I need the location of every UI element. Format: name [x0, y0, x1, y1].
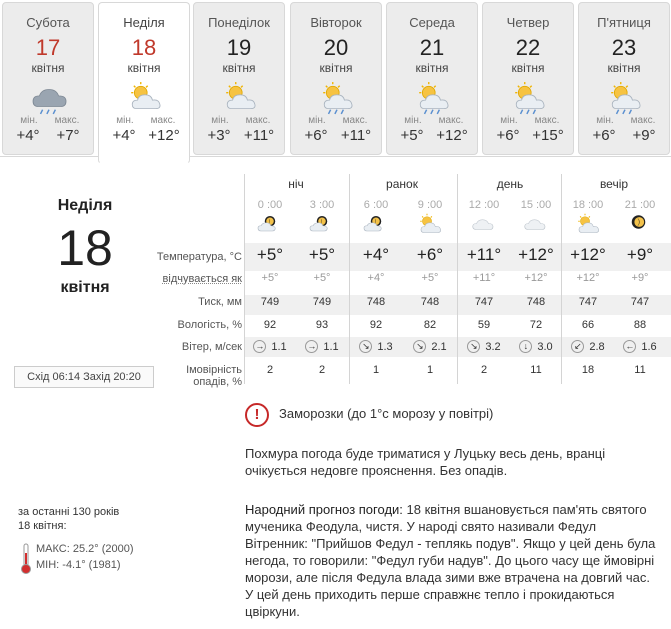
tab-weather-icon	[413, 81, 453, 113]
tab-day-number: 18	[131, 35, 157, 60]
feels-value: +11°	[472, 272, 496, 284]
tab-max-temp: +11°	[243, 127, 275, 144]
day-tab-22[interactable]	[482, 2, 574, 155]
wind-speed: 2.1	[431, 340, 447, 353]
wind-speed: 1.3	[377, 340, 393, 353]
humidity-value: 59	[477, 319, 491, 331]
feels-value: +5°	[313, 272, 331, 284]
tab-max-label: макс.	[438, 115, 464, 126]
day-tab-19[interactable]	[193, 2, 285, 155]
sun-cloud-rain-icon	[317, 81, 357, 115]
tab-max-temp: +12°	[436, 127, 468, 144]
wind-value	[458, 340, 510, 353]
humidity-value: 93	[315, 319, 329, 331]
tab-min-label: мін.	[20, 115, 38, 126]
sunset-label: Захід	[83, 371, 111, 383]
thermometer-icon	[20, 543, 32, 575]
humidity-value: 66	[581, 319, 595, 331]
selected-day	[0, 197, 170, 297]
sunrise-time: 06:14	[52, 371, 81, 383]
wind-speed: 2.8	[589, 340, 605, 353]
tab-month: квітня	[607, 61, 641, 75]
temp-value: +12°	[518, 245, 554, 264]
sunset-time: 20:20	[113, 371, 141, 383]
wind-value	[296, 340, 348, 353]
wind-direction-icon: ←	[625, 341, 635, 351]
row-label-precip_1: Імовірність	[186, 364, 242, 376]
pressure-value: 749	[312, 296, 332, 308]
wind-direction-icon: ↓	[519, 340, 532, 353]
tab-weather-icon	[29, 81, 69, 113]
tab-month: квітня	[511, 61, 545, 75]
wind-value	[350, 340, 402, 353]
feels-value: +5°	[421, 272, 439, 284]
folk-forecast-text: 18 квітня вшановується пам'ять святого мученика Феодула, чистя. У народі свято називали Федул Вітренник: "Прийшов Федул - теплякь подув". Якщо у цей день була негода, то говорили: "Федул губи надув". До цього часу ще ймовірні морози, але після Федула влада зими вже втрачена на довгий час. У цей день приходить перше справжнє тепло і прокидаються цвіркуни.	[245, 502, 656, 619]
precip-value: 2	[318, 364, 326, 376]
precip-value: 1	[372, 364, 380, 376]
precip-value: 11	[530, 364, 542, 376]
selected-weekday: Неділя	[57, 197, 113, 214]
hour-weather	[361, 213, 391, 235]
day-detail-panel	[0, 156, 671, 629]
sunrise-label: Схід	[27, 371, 50, 383]
feels-value: +9°	[631, 272, 649, 284]
hour-label: 21 :00	[624, 199, 656, 211]
tab-min-temp: +6°	[304, 127, 328, 144]
pressure-value: 747	[474, 296, 494, 308]
day-tab-23[interactable]	[578, 2, 670, 155]
sun-cloud-icon	[220, 81, 260, 115]
temp-value: +9°	[626, 245, 654, 264]
wind-speed: 1.1	[323, 340, 339, 353]
period-0: ніч	[288, 177, 304, 191]
feels-value: +12°	[576, 272, 600, 284]
folk-forecast	[245, 501, 660, 620]
tab-weather-icon	[509, 81, 549, 113]
tab-day-number: 22	[515, 35, 541, 60]
day-tab-17[interactable]	[2, 2, 94, 155]
tab-max-label: макс.	[54, 115, 80, 126]
tab-day-number: 20	[323, 35, 349, 60]
tab-min-temp: +4°	[16, 127, 40, 144]
sun-cloud-rain-icon	[605, 81, 645, 115]
tab-max-label: макс.	[342, 115, 368, 126]
hour-label: 0 :00	[257, 199, 283, 211]
feels-value: +5°	[261, 272, 279, 284]
temp-value: +6°	[416, 245, 444, 264]
pressure-value: 747	[630, 296, 650, 308]
tab-weekday: П'ятниця	[597, 15, 651, 30]
history-records	[18, 505, 168, 571]
row-label-wind: Вітер, м/сек	[181, 341, 242, 353]
tab-month: квітня	[319, 61, 353, 75]
wind-value	[404, 340, 456, 353]
tab-weather-icon	[220, 81, 260, 113]
sun-cloud-rain-icon	[509, 81, 549, 115]
day-tabs	[0, 0, 671, 160]
humidity-value: 72	[529, 319, 543, 331]
tab-weekday: Вівторок	[310, 15, 362, 30]
tab-max-temp: +9°	[632, 127, 656, 144]
wind-direction-icon: →	[255, 341, 265, 351]
warning-icon: !	[245, 403, 269, 427]
history-date: 18 квітня:	[18, 520, 67, 532]
tab-month: квітня	[31, 61, 65, 75]
row-label-precip_2: опадів, %	[193, 376, 242, 388]
tab-min-temp: +5°	[400, 127, 424, 144]
weather-description: Похмура погода буде триматися у Луцьку весь день, вранці очікується недовге прояснення. Без опадів.	[245, 446, 606, 478]
history-min: МІН: -4.1° (1981)	[36, 559, 121, 571]
tab-month: квітня	[222, 61, 256, 75]
tab-month: квітня	[415, 61, 449, 75]
frost-warning: Заморозки (до 1°с морозу у повітрі)	[279, 406, 494, 421]
hour-weather	[415, 213, 445, 235]
tab-weather-icon	[605, 81, 645, 113]
tab-min-label: мін.	[596, 115, 614, 126]
wind-direction-icon: ↘	[413, 340, 426, 353]
temp-value: +5°	[256, 245, 284, 264]
row-label-humidity: Вологість, %	[177, 319, 242, 331]
tab-day-number: 23	[611, 35, 637, 60]
hour-weather	[521, 213, 551, 235]
humidity-value: 82	[423, 319, 437, 331]
tab-min-label: мін.	[116, 115, 134, 126]
pressure-value: 748	[366, 296, 386, 308]
period-1: ранок	[386, 177, 418, 191]
precip-value: 1	[426, 364, 434, 376]
sun-cloud-icon	[125, 81, 165, 115]
humidity-value: 92	[263, 319, 277, 331]
moon-cloud-icon	[255, 213, 285, 237]
tab-weather-icon	[317, 81, 357, 113]
tab-max-label: макс.	[245, 115, 271, 126]
pressure-value: 747	[578, 296, 598, 308]
hour-label: 6 :00	[363, 199, 389, 211]
precip-value: 11	[634, 364, 646, 376]
wind-direction-icon: ↘	[359, 340, 372, 353]
tab-day-number: 19	[226, 35, 252, 60]
tab-max-temp: +12°	[148, 127, 180, 144]
hour-weather	[469, 213, 499, 235]
tab-weekday: Четвер	[506, 15, 550, 30]
tab-weekday: Неділя	[123, 15, 165, 30]
row-label-temp: Температура, °C	[156, 251, 242, 263]
wind-speed: 3.0	[537, 340, 553, 353]
wind-value	[510, 340, 562, 353]
period-3: вечір	[599, 177, 629, 191]
feels-value: +12°	[524, 272, 548, 284]
wind-value	[614, 340, 666, 353]
cloud-icon	[469, 213, 499, 237]
sun-cloud-icon	[573, 213, 603, 237]
sun-cloud-rain-icon	[413, 81, 453, 115]
tab-day-number: 17	[35, 35, 61, 60]
tab-min-temp: +4°	[112, 127, 136, 144]
hour-weather	[255, 213, 285, 235]
humidity-value: 92	[369, 319, 383, 331]
wind-value	[562, 340, 614, 353]
tab-weekday: Середа	[409, 15, 455, 30]
wind-value	[244, 340, 296, 353]
hour-label: 15 :00	[520, 199, 552, 211]
moon-cloud-icon	[361, 213, 391, 237]
wind-direction-icon: ↘	[467, 340, 480, 353]
tab-min-temp: +6°	[496, 127, 520, 144]
hour-weather	[573, 213, 603, 235]
cloud-rain-icon	[29, 81, 69, 115]
wind-direction-icon: ↙	[571, 340, 584, 353]
tab-max-temp: +11°	[340, 127, 372, 144]
history-max: МАКС: 25.2° (2000)	[36, 543, 134, 555]
wind-direction-icon: →	[307, 341, 317, 351]
hour-weather	[307, 213, 337, 235]
wind-speed: 1.1	[271, 340, 287, 353]
tab-weekday: Субота	[26, 15, 70, 30]
temp-value: +4°	[362, 245, 390, 264]
tab-weather-icon	[125, 81, 165, 113]
cloud-icon	[521, 213, 551, 237]
hour-weather	[625, 213, 655, 235]
selected-day-number: 18	[57, 220, 113, 276]
tab-max-label: макс.	[630, 115, 656, 126]
precip-value: 2	[266, 364, 274, 376]
precip-value: 18	[581, 364, 595, 376]
row-label-feels: відчувається як	[162, 273, 242, 285]
moon-icon	[625, 213, 655, 237]
tab-min-label: мін.	[404, 115, 422, 126]
tab-min-label: мін.	[500, 115, 518, 126]
tab-month: квітня	[127, 61, 161, 75]
temp-value: +12°	[570, 245, 606, 264]
tab-min-label: мін.	[308, 115, 326, 126]
pressure-value: 749	[260, 296, 280, 308]
day-tab-20[interactable]	[290, 2, 382, 155]
precip-value: 2	[480, 364, 488, 376]
wind-speed: 3.2	[485, 340, 501, 353]
row-label-pressure: Тиск, мм	[198, 296, 242, 308]
wind-speed: 1.6	[641, 340, 657, 353]
pressure-value: 748	[420, 296, 440, 308]
hour-label: 18 :00	[572, 199, 604, 211]
hour-label: 3 :00	[309, 199, 335, 211]
moon-cloud-icon	[307, 213, 337, 237]
folk-forecast-title: Народний прогноз погоди:	[245, 502, 403, 517]
tab-max-label: макс.	[150, 115, 176, 126]
sunrise-sunset	[14, 366, 154, 388]
sun-cloud-icon	[415, 213, 445, 237]
feels-value: +4°	[367, 272, 385, 284]
history-period: за останні 130 років	[18, 506, 120, 518]
temp-value: +5°	[308, 245, 336, 264]
temp-value: +11°	[466, 245, 502, 264]
tab-max-label: макс.	[534, 115, 560, 126]
selected-month: квітня	[60, 279, 110, 296]
hour-label: 9 :00	[417, 199, 443, 211]
tab-max-temp: +7°	[56, 127, 80, 144]
tab-min-temp: +6°	[592, 127, 616, 144]
day-tab-21[interactable]	[386, 2, 478, 155]
tab-max-temp: +15°	[532, 127, 564, 144]
tab-min-temp: +3°	[207, 127, 231, 144]
hour-label: 12 :00	[468, 199, 500, 211]
tab-day-number: 21	[419, 35, 445, 60]
tab-min-label: мін.	[211, 115, 229, 126]
period-2: день	[496, 177, 524, 191]
humidity-value: 88	[633, 319, 647, 331]
pressure-value: 748	[526, 296, 546, 308]
tab-weekday: Понеділок	[208, 15, 270, 30]
day-tab-18[interactable]	[98, 2, 190, 164]
